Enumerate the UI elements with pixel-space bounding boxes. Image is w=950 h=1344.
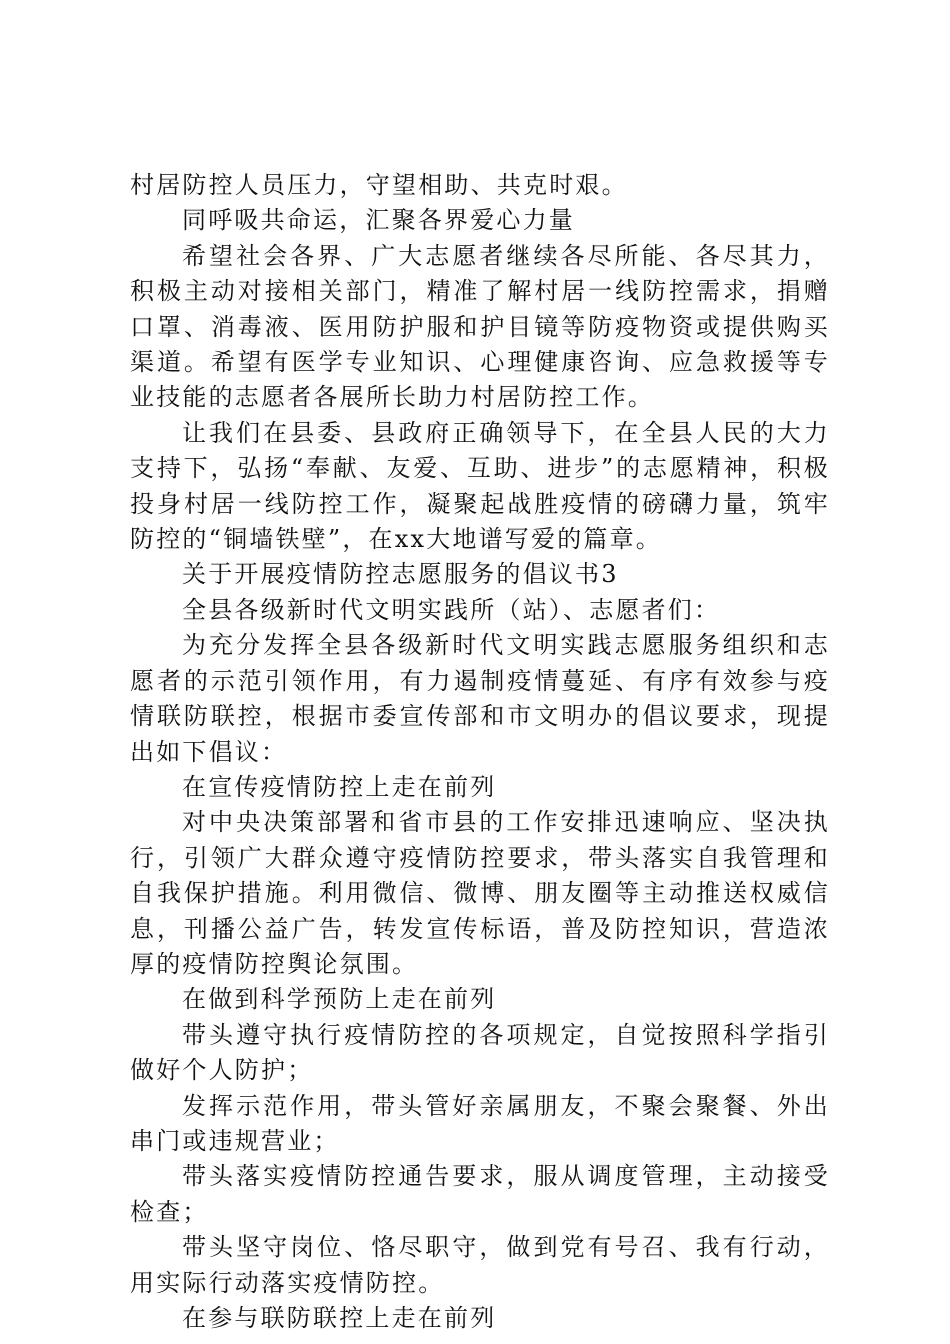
paragraph: 让我们在县委、县政府正确领导下，在全县人民的大力支持下，弘扬“奉献、友爱、互助、进步”的志愿精神，积极投身村居一线防控工作，凝聚起战胜疫情的磅礴力量，筑牢防控的“铜墙铁壁”，在xx大地谱写爱的篇章。 — [130, 418, 830, 554]
section-heading: 在宣传疫情防控上走在前列 — [182, 772, 497, 801]
section-heading: 在参与联防联控上走在前列 — [182, 1304, 497, 1332]
list-item: 带头落实疫情防控通告要求，服从调度管理，主动接受检查； — [130, 1162, 830, 1226]
document-body — [130, 168, 830, 1336]
paragraph-continuation: 村居防控人员压力，守望相助、共克时艰。 — [130, 171, 628, 199]
paragraph: 对中央决策部署和省市县的工作安排迅速响应、坚决执行，引领广大群众遵守疫情防控要求，带头落实自我管理和自我保护措施。利用微信、微博、朋友圈等主动推送权威信息，刊播公益广告，转发宣传标语，普及防控知识，营造浓厚的疫情防控舆论氛围。 — [130, 808, 830, 978]
list-item: 发挥示范作用，带头管好亲属朋友，不聚会聚餐、外出串门或违规营业； — [130, 1091, 830, 1155]
salutation: 全县各级新时代文明实践所（站）、志愿者们： — [182, 595, 721, 624]
list-item: 带头坚守岗位、恪尽职守，做到党有号召、我有行动，用实际行动落实疫情防控。 — [130, 1233, 830, 1297]
document-title: 关于开展疫情防控志愿服务的倡议书3 — [182, 560, 619, 589]
section-heading: 在做到科学预防上走在前列 — [182, 985, 497, 1014]
paragraph: 为充分发挥全县各级新时代文明实践志愿服务组织和志愿者的示范引领作用，有力遏制疫情蔓延、有序有效参与疫情联防联控，根据市委宣传部和市文明办的倡议要求，现提出如下倡议： — [130, 631, 830, 766]
paragraph: 希望社会各界、广大志愿者继续各尽所能、各尽其力，积极主动对接相关部门，精准了解村居一线防控需求，捐赠口罩、消毒液、医用防护服和护目镜等防疫物资或提供购买渠道。希望有医学专业知识、心理健康咨询、应急救援等专业技能的志愿者各展所长助力村居防控工作。 — [130, 241, 830, 412]
list-item: 带头遵守执行疫情防控的各项规定，自觉按照科学指引做好个人防护； — [130, 1020, 830, 1085]
section-heading: 同呼吸共命运，汇聚各界爱心力量 — [182, 206, 575, 235]
